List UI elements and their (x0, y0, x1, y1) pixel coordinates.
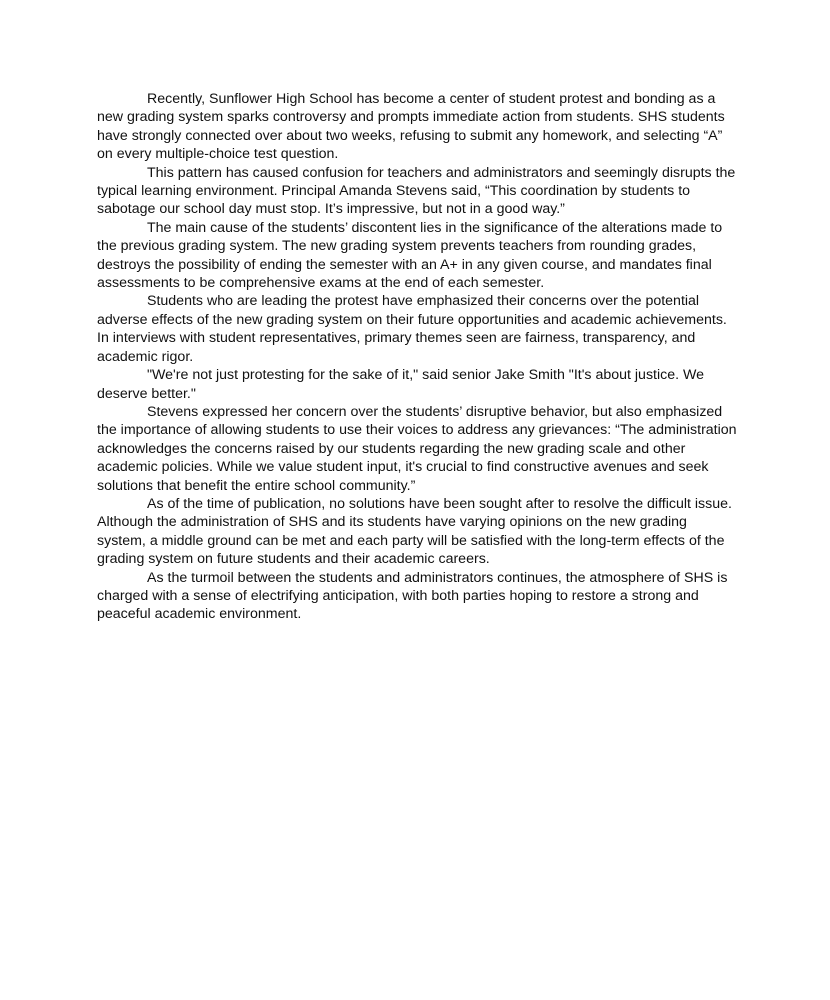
paragraph-4: Students who are leading the protest have emphasized their concerns over the potential adverse effects of the new grading system on their future opportunities and academic achievements. In interviews with student representatives, primary themes seen are fairness, transparency, and academic rigor. (97, 293, 727, 365)
paragraph-5: "We're not just protesting for the sake of it," said senior Jake Smith "It's about justice. We deserve better." (97, 367, 705, 402)
paragraph-3: The main cause of the students’ discontent lies in the significance of the alterations made to the previous grading system. The new grading system prevents teachers from rounding grades, destroys the possibility of ending the semester with an A+ in any given course, and mandates final assessments to be comprehensive exams at the end of each semester. (97, 219, 723, 292)
paragraph-7: As of the time of publication, no solutions have been sought after to resolve the difficult issue. Although the administration of SHS and its students have varying opinions on the new grading system, a middle ground can be met and each party will be satisfied with the long-term effects of the grading system on future students and their academic careers. (97, 495, 732, 568)
paragraph-2: This pattern has caused confusion for teachers and administrators and seemingly disrupts the typical learning environment. Principal Amanda Stevens said, “This coordination by students to sabotage our school day must stop. It’s impressive, but not in a good way.” (97, 164, 736, 218)
paragraph-1: Recently, Sunflower High School has become a center of student protest and bonding as a new grading system sparks controversy and prompts immediate action from students. SHS students have strongly connected over about two weeks, refusing to submit any homework, and selecting “A” on every multiple-choice test question. (97, 91, 725, 163)
paragraph-8: As the turmoil between the students and administrators continues, the atmosphere of SHS is charged with a sense of electrifying anticipation, with both parties hoping to restore a strong and peaceful academic environment. (97, 569, 728, 623)
paragraph-6: Stevens expressed her concern over the students’ disruptive behavior, but also emphasized the importance of allowing students to use their voices to address any grievances: “The administration acknowledges the concerns raised by our students regarding the new grading scale and other academic policies. While we value student input, it's crucial to find constructive avenues and seek solutions that benefit the entire school community.” (97, 403, 737, 494)
article-body (97, 90, 737, 624)
